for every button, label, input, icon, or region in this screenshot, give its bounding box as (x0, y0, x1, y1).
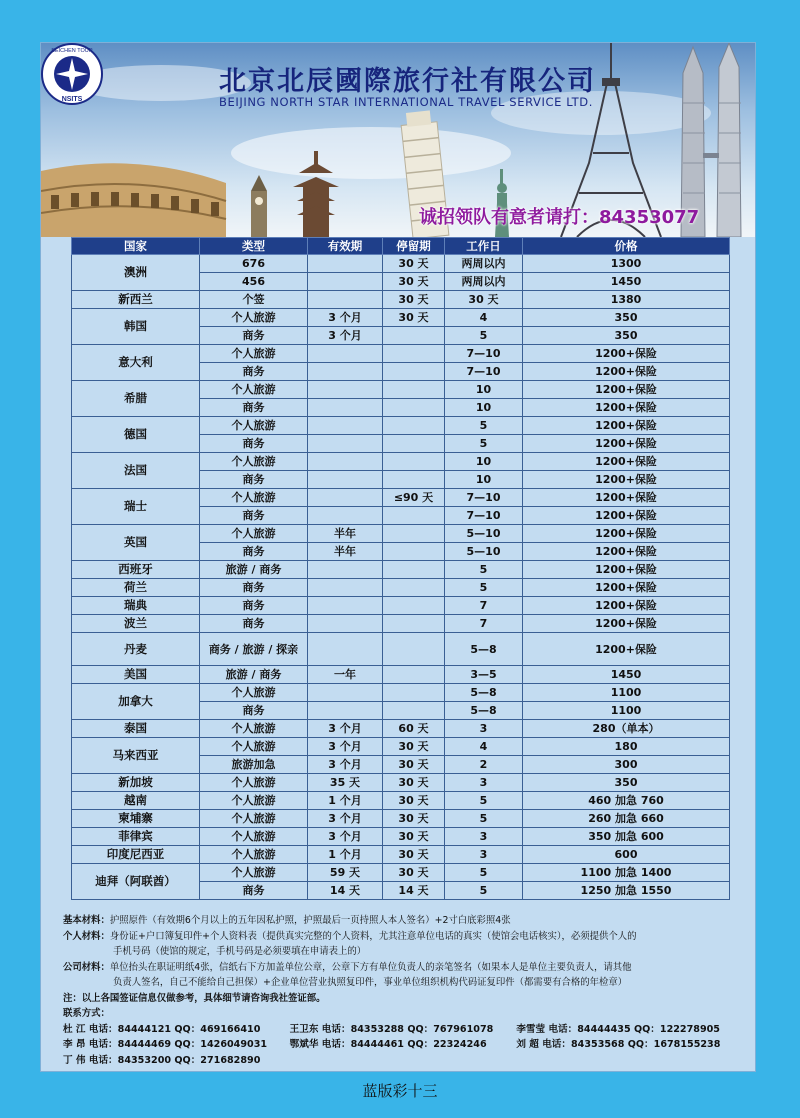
table-row (72, 579, 730, 597)
contact-entry: 杜 江 电话：84444121 QQ：469166410 (63, 1023, 261, 1035)
table-cell (308, 291, 383, 309)
table-cell: 1100 (523, 702, 730, 720)
table-cell: 5 (445, 864, 523, 882)
contact-entry (516, 1053, 743, 1069)
table-row (72, 846, 730, 864)
column-header: 工作日 (445, 238, 523, 255)
table-cell: 3 个月 (308, 810, 383, 828)
table-cell: 14 天 (383, 882, 445, 900)
table-cell: 59 天 (308, 864, 383, 882)
table-cell (383, 471, 445, 489)
table-row (72, 864, 730, 882)
table-row (72, 291, 730, 309)
table-cell (308, 453, 383, 471)
table-cell: 商务 (200, 702, 308, 720)
table-cell (383, 525, 445, 543)
table-cell (308, 363, 383, 381)
table-cell: 3 个月 (308, 327, 383, 345)
personal-text-line1: 身份证+户口簿复印件+个人资料表（提供真实完整的个人资料，尤其注意单位电话的真实（使馆会电话核实），必须提供个人的 (109, 930, 637, 942)
table-cell: 7 (445, 597, 523, 615)
table-cell: 1200+保险 (523, 435, 730, 453)
table-cell (308, 579, 383, 597)
table-cell: 商务 (200, 543, 308, 561)
table-cell: 350 加急 600 (523, 828, 730, 846)
table-cell: 1250 加急 1550 (523, 882, 730, 900)
table-row (72, 525, 730, 543)
basic-label: 基本材料： (63, 915, 110, 926)
table-cell (383, 381, 445, 399)
table-row (72, 489, 730, 507)
contact-label: 联系方式： (63, 1008, 110, 1019)
table-cell: 30 天 (383, 309, 445, 327)
table-cell: 460 加急 760 (523, 792, 730, 810)
country-cell: 马来西亚 (72, 738, 200, 774)
table-cell (383, 615, 445, 633)
table-cell: 商务 (200, 399, 308, 417)
visa-price-table (71, 237, 730, 900)
table-cell: 1200+保险 (523, 363, 730, 381)
country-cell: 丹麦 (72, 633, 200, 666)
table-cell: 个人旅游 (200, 309, 308, 327)
contact-row (63, 1022, 743, 1038)
country-cell: 英国 (72, 525, 200, 561)
table-cell: 3 (445, 828, 523, 846)
table-cell (308, 597, 383, 615)
table-cell: 商务 (200, 471, 308, 489)
contact-entry: 王卫东 电话：84353288 QQ：767961078 (289, 1023, 494, 1035)
table-row (72, 810, 730, 828)
table-cell: 个人旅游 (200, 684, 308, 702)
table-row (72, 792, 730, 810)
table-cell: 旅游 / 商务 (200, 666, 308, 684)
table-cell (308, 615, 383, 633)
table-cell: 个人旅游 (200, 810, 308, 828)
table-cell: 商务 (200, 435, 308, 453)
table-row (72, 597, 730, 615)
table-cell: 1200+保险 (523, 345, 730, 363)
table-cell: 旅游 / 商务 (200, 561, 308, 579)
table-cell: 1200+保险 (523, 579, 730, 597)
table-cell: 10 (445, 399, 523, 417)
table-cell: 30 天 (383, 291, 445, 309)
table-cell (308, 561, 383, 579)
country-cell: 印度尼西亚 (72, 846, 200, 864)
table-cell: 30 天 (383, 738, 445, 756)
table-cell: 1200+保险 (523, 471, 730, 489)
table-row (72, 453, 730, 471)
table-cell: 5—8 (445, 702, 523, 720)
country-cell: 泰国 (72, 720, 200, 738)
table-row (72, 633, 730, 666)
logo-text-top: BEICHEN TOUR (51, 48, 93, 54)
table-cell: 个人旅游 (200, 525, 308, 543)
table-cell: 商务 (200, 597, 308, 615)
table-cell (383, 597, 445, 615)
table-cell (308, 417, 383, 435)
table-cell: 半年 (308, 543, 383, 561)
table-cell (308, 435, 383, 453)
table-cell: 1200+保险 (523, 489, 730, 507)
table-cell (308, 471, 383, 489)
table-cell (383, 702, 445, 720)
table-cell (383, 345, 445, 363)
table-cell: 300 (523, 756, 730, 774)
table-cell: 35 天 (308, 774, 383, 792)
table-cell: 个人旅游 (200, 738, 308, 756)
table-cell: 3 (445, 774, 523, 792)
table-cell (383, 666, 445, 684)
table-cell: 7—10 (445, 489, 523, 507)
table-cell: 5 (445, 327, 523, 345)
contact-entry: 鄂斌华 电话：84444461 QQ：22324246 (289, 1039, 487, 1050)
table-cell: 10 (445, 471, 523, 489)
country-cell: 瑞士 (72, 489, 200, 525)
table-cell: 30 天 (383, 846, 445, 864)
table-cell: 5—10 (445, 525, 523, 543)
table-row (72, 345, 730, 363)
table-cell: 3 (445, 720, 523, 738)
table-body (72, 255, 730, 900)
table-cell: 30 天 (383, 774, 445, 792)
column-header: 类型 (200, 238, 308, 255)
contact-list (63, 1022, 743, 1069)
table-cell: ≤90 天 (383, 489, 445, 507)
table-cell: 1 个月 (308, 846, 383, 864)
table-cell: 30 天 (383, 273, 445, 291)
table-cell: 5 (445, 882, 523, 900)
table-row (72, 309, 730, 327)
contact-entry: 李雪莹 电话：84444435 QQ：122278905 (516, 1023, 720, 1035)
table-row (72, 561, 730, 579)
table-cell: 30 天 (383, 792, 445, 810)
personal-text-line2: 手机号码（使馆的规定，手机号码是必须要填在申请表上的） (113, 946, 367, 957)
table-cell (383, 579, 445, 597)
table-cell: 5—8 (445, 633, 523, 666)
column-header: 停留期 (383, 238, 445, 255)
country-cell: 瑞典 (72, 597, 200, 615)
table-cell: 3 (445, 846, 523, 864)
table-cell: 1200+保险 (523, 525, 730, 543)
table-cell: 7—10 (445, 363, 523, 381)
table-cell (383, 363, 445, 381)
table-row (72, 666, 730, 684)
table-header (72, 238, 730, 255)
table-row (72, 417, 730, 435)
table-cell: 7 (445, 615, 523, 633)
country-cell: 加拿大 (72, 684, 200, 720)
table-cell: 5 (445, 579, 523, 597)
table-cell: 10 (445, 453, 523, 471)
contact-entry: 丁 伟 电话：84353200 QQ：271682890 (63, 1054, 261, 1066)
contact-entry: 李 昂 电话：84444469 QQ：1426049031 (63, 1039, 268, 1050)
basic-text: 护照原件（有效期6个月以上的五年因私护照，护照最后一页持照人本人签名）+2寸白底彩照4张 (109, 915, 511, 926)
table-cell: 7—10 (445, 507, 523, 525)
personal-label: 个人材料： (63, 930, 110, 942)
table-cell: 5 (445, 417, 523, 435)
notes-section (63, 913, 743, 1068)
company-logo (41, 43, 103, 105)
table-cell: 3 个月 (308, 756, 383, 774)
table-cell (383, 417, 445, 435)
table-cell: 1100 加急 1400 (523, 864, 730, 882)
table-cell (308, 489, 383, 507)
personal-materials (63, 929, 743, 945)
table-cell: 半年 (308, 525, 383, 543)
table-cell: 商务 (200, 579, 308, 597)
table-cell: 个人旅游 (200, 828, 308, 846)
table-cell (308, 633, 383, 666)
table-cell: 30 天 (383, 255, 445, 273)
colosseum-icon (41, 163, 226, 237)
table-cell: 1200+保险 (523, 633, 730, 666)
table-row (72, 255, 730, 273)
table-cell: 1200+保险 (523, 543, 730, 561)
table-cell: 1380 (523, 291, 730, 309)
table-cell: 1200+保险 (523, 615, 730, 633)
country-cell: 德国 (72, 417, 200, 453)
country-cell: 希腊 (72, 381, 200, 417)
table-cell: 1200+保险 (523, 399, 730, 417)
table-cell: 4 (445, 738, 523, 756)
table-cell (308, 702, 383, 720)
table-cell (308, 399, 383, 417)
table-cell: 4 (445, 309, 523, 327)
contact-entry: 刘 超 电话：84353568 QQ：1678155238 (516, 1039, 721, 1050)
country-cell: 法国 (72, 453, 200, 489)
table-cell: 个人旅游 (200, 846, 308, 864)
table-cell: 个人旅游 (200, 489, 308, 507)
table-cell: 5—8 (445, 684, 523, 702)
contact-row (63, 1037, 743, 1053)
table-cell: 3—5 (445, 666, 523, 684)
table-cell: 1450 (523, 273, 730, 291)
table-cell (308, 684, 383, 702)
table-cell: 1200+保险 (523, 507, 730, 525)
country-cell: 新西兰 (72, 291, 200, 309)
table-cell: 3 个月 (308, 309, 383, 327)
table-cell (308, 273, 383, 291)
table-cell (383, 684, 445, 702)
column-header: 有效期 (308, 238, 383, 255)
table-cell (383, 399, 445, 417)
company-label: 公司材料： (63, 961, 110, 973)
table-cell: 个人旅游 (200, 720, 308, 738)
company-text-line1: 单位抬头在职证明纸4张，信纸右下方加盖单位公章，公章下方有单位负责人的亲笔签名（如果本人是单位主要负责人，请其他 (109, 961, 632, 973)
table-cell: 个人旅游 (200, 381, 308, 399)
country-cell: 韩国 (72, 309, 200, 345)
table-cell: 5 (445, 435, 523, 453)
contact-entry (290, 1053, 517, 1069)
column-header: 国家 (72, 238, 200, 255)
table-cell (308, 381, 383, 399)
company-materials (63, 960, 743, 976)
table-cell: 30 天 (383, 756, 445, 774)
table-row (72, 684, 730, 702)
table-cell: 350 (523, 327, 730, 345)
table-cell: 个人旅游 (200, 774, 308, 792)
table-cell: 1200+保险 (523, 597, 730, 615)
table-header-row (72, 238, 730, 255)
table-cell: 30 天 (445, 291, 523, 309)
table-row (72, 774, 730, 792)
table-cell: 1200+保险 (523, 417, 730, 435)
table-cell (383, 327, 445, 345)
table-cell: 260 加急 660 (523, 810, 730, 828)
table-cell: 676 (200, 255, 308, 273)
table-cell (383, 507, 445, 525)
country-cell: 意大利 (72, 345, 200, 381)
recruit-banner-text: 诚招领队有意者请打：84353077 (419, 207, 700, 228)
table-cell: 350 (523, 774, 730, 792)
table-cell: 14 天 (308, 882, 383, 900)
table-cell: 5 (445, 810, 523, 828)
table-cell: 5—10 (445, 543, 523, 561)
disclaimer-note: 注：以上各国签证信息仅做参考，具体细节请咨询我社签证部。 (63, 992, 326, 1004)
table-cell: 商务 (200, 327, 308, 345)
footer-caption: 蓝版彩十三 (362, 1082, 438, 1100)
country-cell: 越南 (72, 792, 200, 810)
table-cell: 商务 (200, 507, 308, 525)
table-cell (383, 435, 445, 453)
table-cell: 180 (523, 738, 730, 756)
table-cell: 60 天 (383, 720, 445, 738)
table-cell: 商务 (200, 363, 308, 381)
flyer-sheet (40, 42, 756, 1072)
column-header: 价格 (523, 238, 730, 255)
table-cell: 280（单本） (523, 720, 730, 738)
country-cell: 柬埔寨 (72, 810, 200, 828)
table-cell: 个人旅游 (200, 453, 308, 471)
table-cell: 30 天 (383, 810, 445, 828)
logo-text-bottom: NSITS (61, 96, 83, 103)
country-cell: 美国 (72, 666, 200, 684)
contact-row (63, 1053, 743, 1069)
country-cell: 荷兰 (72, 579, 200, 597)
table-cell (308, 255, 383, 273)
table-cell: 1300 (523, 255, 730, 273)
table-cell: 个人旅游 (200, 864, 308, 882)
table-cell: 1100 (523, 684, 730, 702)
table-cell: 1200+保险 (523, 453, 730, 471)
table-cell: 30 天 (383, 828, 445, 846)
table-cell (308, 507, 383, 525)
table-cell: 3 个月 (308, 828, 383, 846)
table-cell: 3 个月 (308, 720, 383, 738)
table-row (72, 738, 730, 756)
table-cell: 个签 (200, 291, 308, 309)
country-cell: 波兰 (72, 615, 200, 633)
country-cell: 菲律宾 (72, 828, 200, 846)
banner (41, 43, 755, 237)
table-cell (383, 543, 445, 561)
table-row (72, 381, 730, 399)
country-cell: 西班牙 (72, 561, 200, 579)
table-cell: 600 (523, 846, 730, 864)
table-row (72, 720, 730, 738)
big-ben-icon (251, 175, 267, 237)
company-name-en: BEIJING NORTH STAR INTERNATIONAL TRAVEL SERVICE LTD. (219, 95, 594, 109)
table-cell: 一年 (308, 666, 383, 684)
country-cell: 新加坡 (72, 774, 200, 792)
table-cell: 个人旅游 (200, 417, 308, 435)
table-row (72, 828, 730, 846)
table-cell: 1200+保险 (523, 561, 730, 579)
table-cell: 7—10 (445, 345, 523, 363)
table-cell (383, 453, 445, 471)
table-row (72, 615, 730, 633)
table-cell: 商务 (200, 615, 308, 633)
table-cell: 5 (445, 792, 523, 810)
basic-materials (63, 913, 743, 929)
table-cell: 5 (445, 561, 523, 579)
company-name-cn: 北京北辰國際旅行社有限公司 (219, 66, 596, 97)
company-text-line2: 负责人签名，自己不能给自己担保）+企业单位营业执照复印件，事业单位组织机构代码证复印件（都需要有合格的年检章） (113, 977, 628, 988)
table-cell: 两周以内 (445, 273, 523, 291)
table-cell: 旅游加急 (200, 756, 308, 774)
table-cell: 2 (445, 756, 523, 774)
table-cell: 1 个月 (308, 792, 383, 810)
table-cell: 商务 (200, 882, 308, 900)
table-cell: 456 (200, 273, 308, 291)
table-cell: 商务 / 旅游 / 探亲 (200, 633, 308, 666)
table-cell (383, 561, 445, 579)
table-cell: 个人旅游 (200, 792, 308, 810)
table-cell: 1200+保险 (523, 381, 730, 399)
table-cell: 个人旅游 (200, 345, 308, 363)
table-cell: 350 (523, 309, 730, 327)
table-cell: 1450 (523, 666, 730, 684)
table-cell: 3 个月 (308, 738, 383, 756)
table-cell (308, 345, 383, 363)
table-cell: 10 (445, 381, 523, 399)
table-cell (383, 633, 445, 666)
country-cell: 澳洲 (72, 255, 200, 291)
table-cell: 30 天 (383, 864, 445, 882)
country-cell: 迪拜（阿联酋） (72, 864, 200, 900)
table-cell: 两周以内 (445, 255, 523, 273)
